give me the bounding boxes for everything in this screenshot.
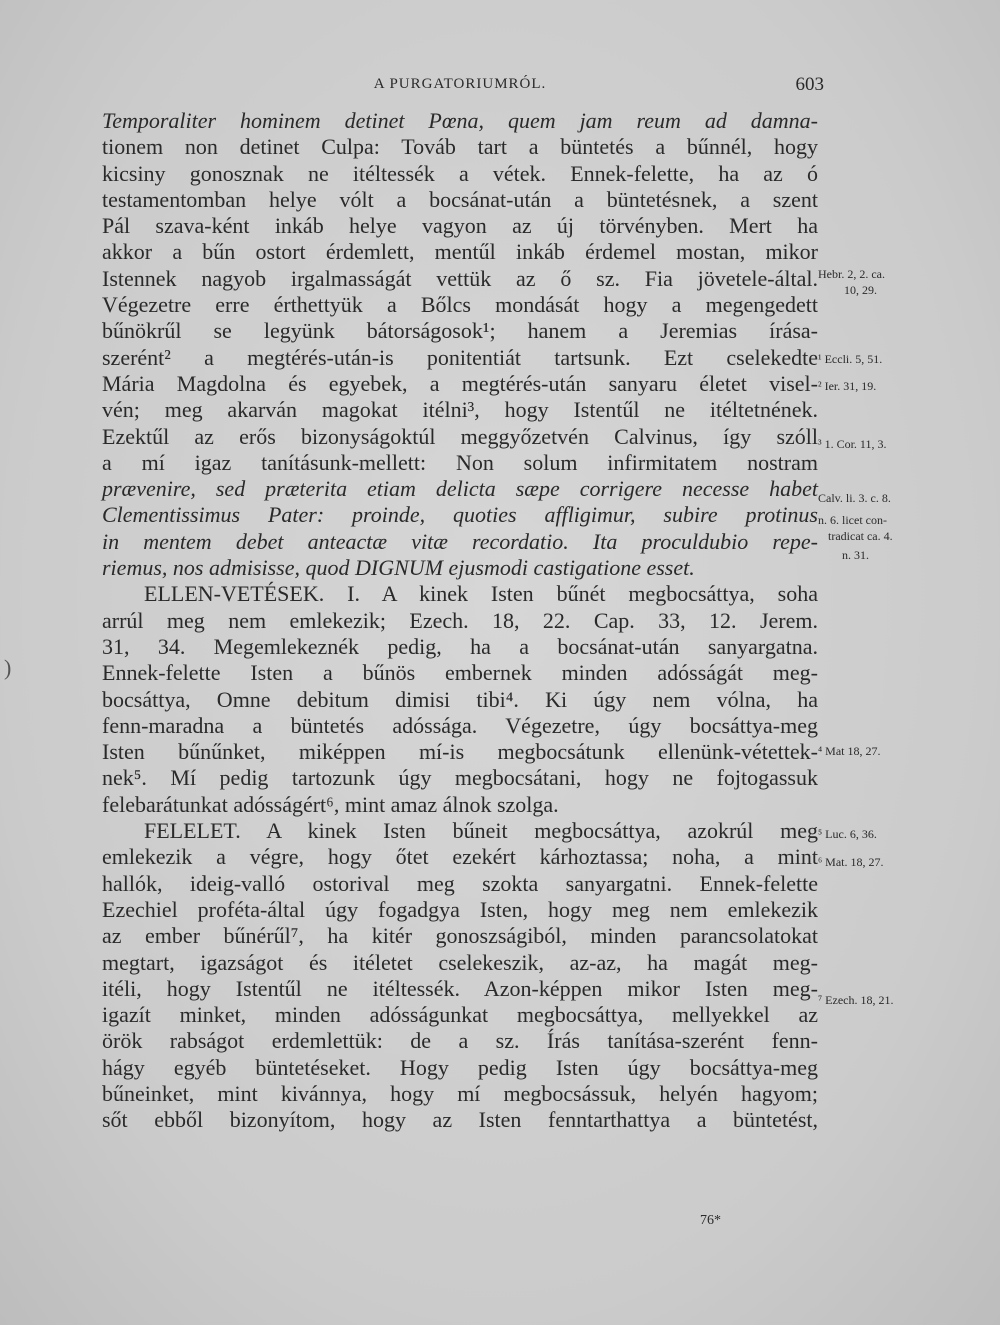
margin-note: ⁶ Mat. 18, 27. xyxy=(818,855,884,869)
text-line: kicsiny gonosznak ne itéltessék a vétek. Ennek-felette, ha az ó xyxy=(102,160,818,186)
text-line: nek⁵. Mí pedig tartozunk úgy megbocsátani, hogy ne fojtogassuk xyxy=(102,765,818,791)
text-line: fenn-maradna a büntetés adóssága. Végezetre, úgy bocsáttya-meg xyxy=(102,712,818,738)
text-line: Ennek-felette Isten a bűnös embernek minden adósságát meg- xyxy=(102,660,818,686)
text-line: vén; meg akarván magokat itélni³, hogy Istentűl ne itéltetnének. xyxy=(102,397,818,423)
text-line: Temporaliter hominem detinet Pœna, quem jam reum ad damna- xyxy=(102,108,818,133)
text-line: a mí igaz tanításunk-mellett: Non solum infirmitatem nostram xyxy=(102,449,818,475)
text-line: Pál szava-ként inkáb helye vagyon az új törvényben. Mert ha xyxy=(102,213,818,239)
text-line: Mária Magdolna és egyebek, a megtérés-után sanyaru életet visel- xyxy=(102,370,818,396)
margin-note: ⁴ Mat 18, 27. xyxy=(818,744,881,758)
text-line: 31, 34. Megemlekeznék pedig, ha a bocsánat-után sanyargatna. xyxy=(102,633,818,659)
text-line: in mentem debet anteactæ vitæ recordatio. Ita proculdubio repe- xyxy=(102,528,818,554)
text-line: hágy egyéb büntetéseket. Hogy pedig Isten úgy bocsáttya-meg xyxy=(102,1054,818,1080)
margin-note: ⁷ Ezech. 18, 21. xyxy=(818,993,894,1007)
edge-mark: ) xyxy=(4,655,12,680)
text-line: tionem non detinet Culpa: Továb tart a büntetés a bűnnél, hogy xyxy=(102,134,818,160)
text-line: arrúl meg nem emlekezik; Ezech. 18, 22. Cap. 33, 12. Jerem. xyxy=(102,607,818,633)
margin-note: ³ 1. Cor. 11, 3. xyxy=(818,437,887,451)
page-header xyxy=(100,72,824,102)
body-text xyxy=(102,108,818,1134)
text-line: bűnökrűl se legyünk bátorságosok¹; hanem a Jeremias írása- xyxy=(102,318,818,344)
text-line: megtart, igazságot és itéletet cselekeszik, az-az, ha magát meg- xyxy=(102,949,818,975)
margin-note: 10, 29. xyxy=(844,283,877,297)
text-line: FELELET. A kinek Isten bűneit megbocsáttya, azokrúl meg xyxy=(144,818,818,844)
text-line: Isten bűnűnket, miképpen mí-is megbocsátunk ellenünk-vétettek- xyxy=(102,739,818,765)
margin-note: n. 31. xyxy=(842,548,869,562)
text-line: prævenire, sed præterita etiam delicta sæpe corrigere necesse habet xyxy=(102,476,818,502)
text-line: az ember bűnérűl⁷, ha kitér gonoszságiból, minden parancsolatokat xyxy=(102,923,818,949)
text-line: bocsáttya, Omne debitum dimisi tibi⁴. Ki úgy nem vólna, ha xyxy=(102,686,818,712)
running-head: A PURGATORIUMRÓL. xyxy=(373,76,547,92)
text-line: sőt ebből bizonyítom, hogy az Isten fenntarthattya a büntetést, xyxy=(102,1107,818,1133)
margin-note: ⁵ Luc. 6, 36. xyxy=(818,827,877,841)
text-line: itéli, hogy Istentűl ne itéltessék. Azon-képpen mikor Isten meg- xyxy=(102,975,818,1001)
text-line: igazít minket, minden adósságunkat megbocsáttya, mellyekkel az xyxy=(102,1002,818,1028)
text-line: ELLEN-VETÉSEK. I. A kinek Isten bűnét megbocsáttya, soha xyxy=(144,581,818,607)
margin-note: Hebr. 2, 2. ca. xyxy=(818,267,885,281)
text-line: Ezechiel proféta-által úgy fogadgya Isten, hogy meg nem emlekezik xyxy=(102,896,818,922)
text-line: szerént² a megtérés-után-is ponitentiát tartsunk. Ezt cselekedte xyxy=(102,344,818,370)
margin-note: tradicat ca. 4. xyxy=(828,529,893,543)
text-line: emlekezik a végre, hogy őtet ezekért kárhoztassa; noha, a mint xyxy=(102,844,818,870)
text-line: hallók, ideig-valló ostorival meg szokta sanyargatni. Ennek-felette xyxy=(102,870,818,896)
text-line: felebarátunkat adósságért⁶, mint amaz álnok szolga. xyxy=(102,791,559,817)
text-line: testamentomban helye vólt a bocsánat-után a büntetésnek, a szent xyxy=(102,186,818,212)
text-line: riemus, nos admisisse, quod DIGNUM ejusmodi castigatione esset. xyxy=(102,555,695,581)
text-line: Végezetre erre érthettyük a Bőlcs mondását hogy a megengedett xyxy=(102,292,818,318)
text-line: akkor a bűn ostort érdemlett, mentűl inkáb érdemel mostan, mikor xyxy=(102,239,818,265)
text-line: bűneinket, mint kivánnya, hogy mí megbocsássuk, helyén hagyom; xyxy=(102,1080,818,1106)
text-line: Clementissimus Pater: proinde, quoties affligimur, subire protinus xyxy=(102,502,818,528)
text-line: örök rabságot erdemlettük: de a sz. Írás tanítása-szerént fenn- xyxy=(102,1028,818,1054)
text-line: Istennek nagyob irgalmasságát vettük az ő sz. Fia jövetele-által. xyxy=(102,265,818,291)
margin-note: Calv. li. 3. c. 8. xyxy=(818,491,891,505)
margin-note: ² Ier. 31, 19. xyxy=(818,379,877,393)
margin-note: n. 6. licet con- xyxy=(818,513,887,527)
page-number: 603 xyxy=(795,74,824,95)
margin-note: ¹ Eccli. 5, 51. xyxy=(818,352,883,366)
signature-mark: 76* xyxy=(700,1213,721,1228)
text-line: Ezektűl az erős bizonyságoktúl meggyőzetvén Calvinus, így szóll xyxy=(102,423,818,449)
